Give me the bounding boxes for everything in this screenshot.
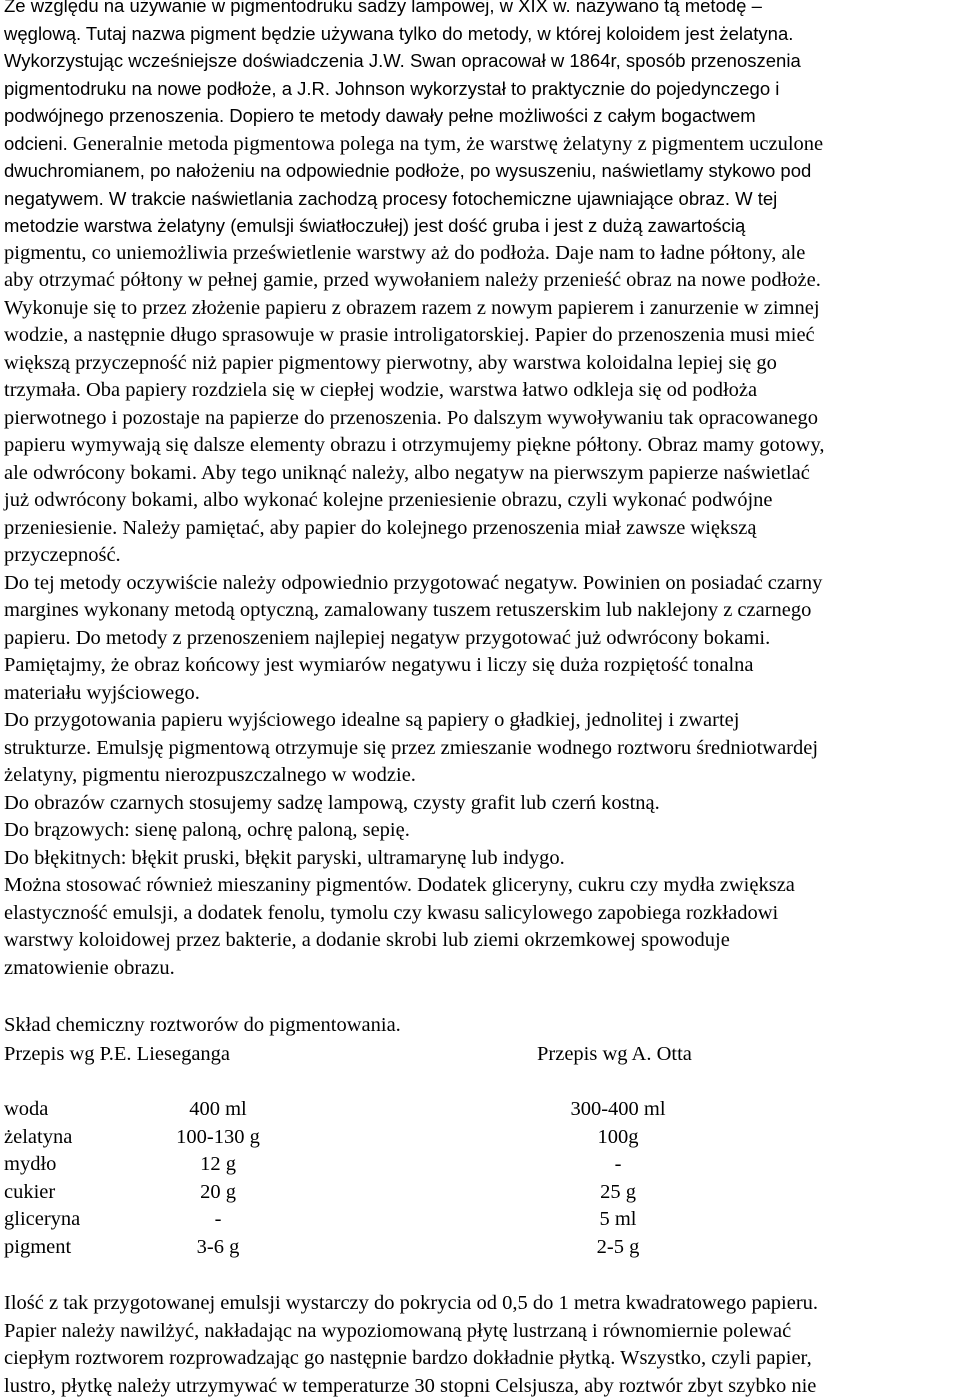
body-text-line: trzymała. Oba papiery rozdziela się w ciepłej wodzie, warstwa łatwo odkleja się od podłoża: [4, 379, 758, 401]
recipe-row: [0, 1234, 960, 1262]
ingredient-name: żelatyna: [4, 1125, 73, 1148]
body-text-line: Do tej metody oczywiście należy odpowiednio przygotować negatyw. Powinien on posiadać czarny: [4, 571, 823, 594]
body-text-line: Pamiętajmy, że obraz końcowy jest wymiarów negatywu i liczy się duża rozpiętość tonalna: [4, 654, 754, 676]
body-text-line: Ze względu na używanie w pigmentodruku sadzy lampowej, w XIX w. nazywano tą metodę –: [4, 0, 762, 16]
recipe-a-title: Przepis wg P.E. Lieseganga: [4, 1043, 231, 1065]
recipe-row: [0, 1206, 960, 1234]
body-text-line: Do błękitnych: błękit pruski, błękit paryski, ultramarynę lub indygo.: [4, 846, 565, 869]
body-text-line: podwójnego przenoszenia. Dopiero te metody dawały pełne możliwości z całym bogactwem: [4, 105, 756, 126]
body-text-line: żelatyny, pigmentu nierozpuszczalnego w wodzie.: [4, 764, 416, 786]
body-text-line: Można stosować również mieszaniny pigmentów. Dodatek gliceryny, cukru czy mydła zwiększa: [4, 874, 795, 896]
body-text-line: węglową. Tutaj nazwa pigment będzie używana tylko do metody, w której koloidem jest żelatyna.: [4, 22, 794, 44]
recipe-b-title: Przepis wg A. Otta: [537, 1043, 692, 1065]
body-text-line: aby otrzymać półtony w pełnej gamie, przed wywołaniem należy przenieść obraz na nowe podłoże.: [4, 269, 821, 291]
recipe-b-amount: 300-400 ml: [570, 1098, 666, 1120]
body-text-line: dwuchromianem, po nałożeniu na odpowiednie podłoże, po wysuszeniu, naświetlamy stykowo pod: [4, 160, 812, 181]
body-text-line: wodzie, a następnie długo sprasowuje w prasie introligatorskiej. Papier do przenoszenia musi mieć: [4, 324, 815, 346]
recipe-b-amount: 100g: [597, 1125, 639, 1148]
body-text-line: ale odwrócony bokami. Aby tego uniknąć należy, albo negatyw na pierwszym papierze naświetlać: [4, 461, 810, 484]
body-text-line: warstwy koloidowej przez bakterie, a dodanie skrobi lub ziemi okrzemkowej spowoduje: [4, 929, 730, 951]
body-text-line: [4, 130, 960, 158]
body-text-line: strukturze. Emulsję pigmentową otrzymuje się przez zmieszanie wodnego roztworu średniotwardej: [4, 736, 819, 759]
body-text-line: materiału wyjściowego.: [4, 681, 200, 704]
recipe-headers: [0, 1041, 960, 1069]
ingredient-name: woda: [4, 1098, 49, 1120]
body-text-line: Do przygotowania papieru wyjściowego idealne są papiery o gładkiej, jednolitej i zwartej: [4, 709, 740, 731]
recipe-a-amount: 400 ml: [189, 1098, 247, 1120]
recipe-table: [0, 1096, 960, 1261]
closing-line: ciepłym roztworem rozprowadzając go następnie bardzo dokładnie płytką. Wszystko, czyli papier,: [4, 1347, 812, 1369]
recipe-b-amount: 5 ml: [599, 1208, 637, 1230]
ingredient-name: pigment: [4, 1235, 72, 1258]
recipe-row: [0, 1124, 960, 1152]
body-text-fragment: Generalnie metoda pigmentowa polega na tym, że warstwę żelatyny z pigmentem uczulone: [72, 132, 824, 155]
recipe-a-amount: 100-130 g: [176, 1125, 260, 1148]
recipe-a-amount: 20 g: [200, 1180, 236, 1203]
body-text-line: pierwotnego i pozostaje na papierze do przenoszenia. Po dalszym wywoływaniu tak opracowanego: [4, 406, 819, 429]
recipe-a-amount: -: [214, 1208, 222, 1230]
recipe-row: [0, 1151, 960, 1179]
body-text-line: Wykorzystując wcześniejsze doświadczenia J.W. Swan opracował w 1864r, sposób przenoszenia: [4, 50, 801, 71]
ingredient-name: cukier: [4, 1180, 56, 1203]
body-text-fragment: pigmentu, co uniemożliwia prześwietlenie warstwy aż do podłoża.: [4, 241, 556, 264]
composition-heading: Skład chemiczny roztworów do pigmentowania.: [4, 1014, 401, 1036]
body-text-line: papieru. Do metody z przenoszeniem najlepiej negatyw przygotować już odwrócony bokami.: [4, 626, 771, 649]
ingredient-name: gliceryna: [4, 1208, 81, 1230]
body-text-line: metodzie warstwa żelatyny (emulsji światłoczułej) jest dość gruba i jest z dużą zawartością: [4, 215, 746, 236]
closing-line: Ilość z tak przygotowanej emulsji wystarczy do pokrycia od 0,5 do 1 metra kwadratowego papieru.: [4, 1292, 819, 1314]
body-text-line: zmatowienie obrazu.: [4, 956, 175, 979]
body-text-line: Wykonuje się to przez złożenie papieru z obrazem razem z nowym papierem i zanurzenie w zimnej: [4, 296, 820, 319]
recipe-row: [0, 1179, 960, 1207]
closing-line: Papier należy nawilżyć, nakładając na wypoziomowaną płytę lustrzaną i równomiernie polewać: [4, 1319, 792, 1342]
body-text-line: elastyczność emulsji, a dodatek fenolu, tymolu czy kwasu salicylowego zapobiega rozkładowi: [4, 901, 779, 924]
recipe-a-amount: 3-6 g: [196, 1235, 240, 1258]
body-text-line: Do obrazów czarnych stosujemy sadzę lampową, czysty grafit lub czerń kostną.: [4, 791, 660, 814]
body-text-line: margines wykonany metodą optyczną, zamalowany tuszem retuszerskim lub naklejony z czarnego: [4, 599, 812, 621]
body-text-line: już odwrócony bokami, albo wykonać kolejne przeniesienie obrazu, czyli wykonać podwójne: [4, 489, 773, 511]
body-text-line: Do brązowych: sienę paloną, ochrę paloną, sepię.: [4, 819, 410, 841]
recipe-a-amount: 12 g: [200, 1153, 236, 1175]
body-text-line: pigmentodruku na nowe podłoże, a J.R. Johnson wykorzystał to praktycznie do pojedynczego i: [4, 77, 780, 99]
body-text-closing: [0, 1290, 960, 1400]
body-text-fragment: odcieni.: [4, 132, 73, 154]
recipe-row: [0, 1096, 960, 1124]
body-text-line: przyczepność.: [4, 544, 121, 566]
body-text-line: [4, 240, 960, 268]
recipe-b-amount: 25 g: [600, 1180, 636, 1203]
ingredient-name: mydło: [4, 1153, 57, 1175]
recipe-b-amount: 2-5 g: [596, 1235, 640, 1258]
recipe-b-amount: -: [614, 1153, 622, 1175]
body-text-fragment: Daje nam to ładne półtony, ale: [555, 241, 806, 264]
body-text-line: większą przyczepność niż papier pigmentowy pierwotny, aby warstwa koloidalna lepiej się go: [4, 351, 777, 374]
body-text-line: negatywem. W trakcie naświetlania zachodzą procesy fotochemiczne ujawniające obraz. W tej: [4, 187, 778, 209]
body-text-line: papieru wymywają się dalsze elementy obrazu i otrzymujemy piękne półtony. Obraz mamy gotowy,: [4, 434, 825, 456]
composition-section: [0, 1012, 960, 1040]
closing-line: lustro, płytkę należy utrzymywać w temperaturze 30 stopni Celsjusza, aby roztwór zbyt szybko nie: [4, 1374, 817, 1397]
body-text-line: przeniesienie. Należy pamiętać, aby papier do kolejnego przenoszenia miał zawsze większą: [4, 516, 757, 539]
